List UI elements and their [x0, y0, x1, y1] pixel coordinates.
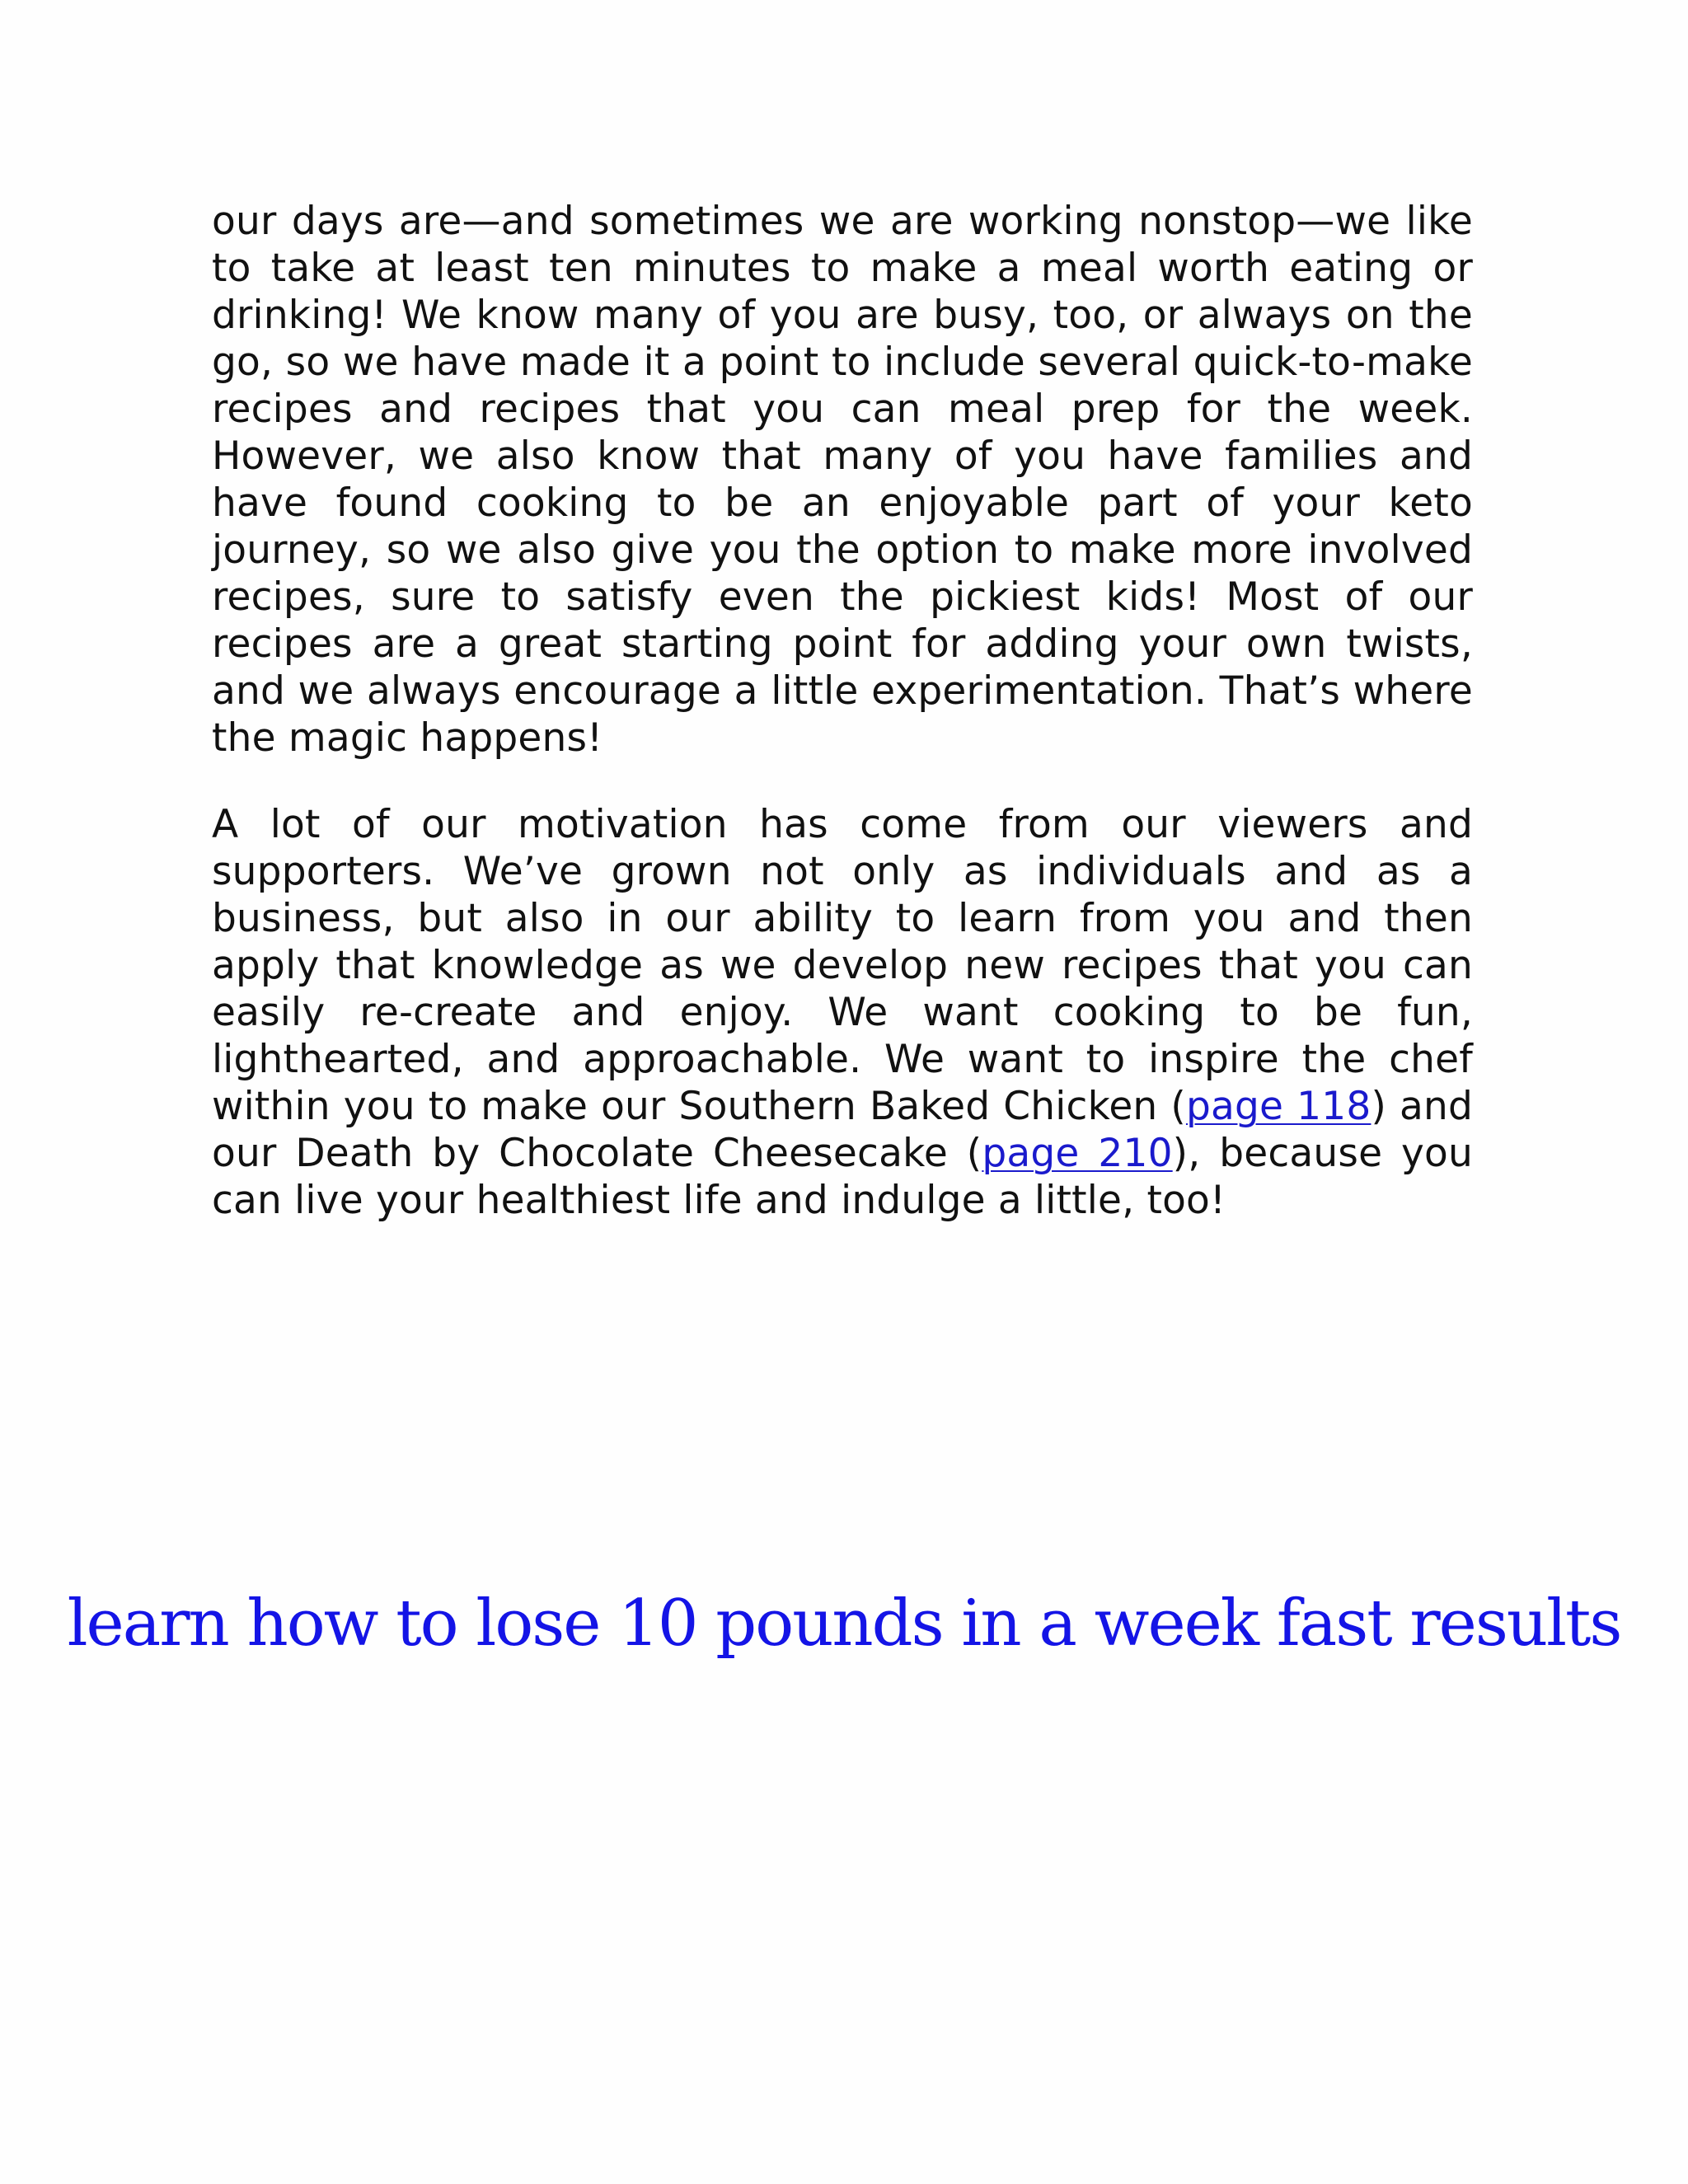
page-118-link[interactable]: page 118 [1185, 1084, 1372, 1129]
paragraph-2-text-end: ), because you can live your healthiest life and indulge a little, too! [212, 1131, 1473, 1223]
paragraph-2 [212, 801, 1473, 1224]
paragraph-1-text: our days are—and sometimes we are working nonstop—we like to take at least ten minutes to make a meal worth eating or drinking! We know many of you are busy, too, or always on the go, so we have made it a point to include several quick-to-make recipes and recipes that you can meal prep for the week. However, we also know that many of you have families and have found cooking to be an enjoyable part of your keto journey, so we also give you the option to make more involved recipes, sure to satisfy even the pickiest kids! Most of our recipes are a great starting point for adding your own twists, and we always encourage a little experimentation. That’s where the magic happens! [212, 199, 1473, 761]
page-210-link[interactable]: page 210 [982, 1131, 1173, 1176]
paragraph-2-text-middle: ) and our Death by Chocolate Cheesecake ( [212, 1084, 1473, 1176]
promo-link[interactable]: learn how to lose 10 pounds in a week fast results [67, 1586, 1621, 1661]
body-text [212, 198, 1473, 1263]
paragraph-2-text-start: A lot of our motivation has come from our viewers and supporters. We’ve grown not only as individuals and as a business, but also in our ability to learn from you and then apply that knowledge as we develop new recipes that you can easily re-create and enjoy. We want cooking to be fun, lighthearted, and approachable. We want to inspire the chef within you to make our Southern Baked Chicken ( [212, 802, 1473, 1129]
paragraph-1 [212, 198, 1473, 762]
